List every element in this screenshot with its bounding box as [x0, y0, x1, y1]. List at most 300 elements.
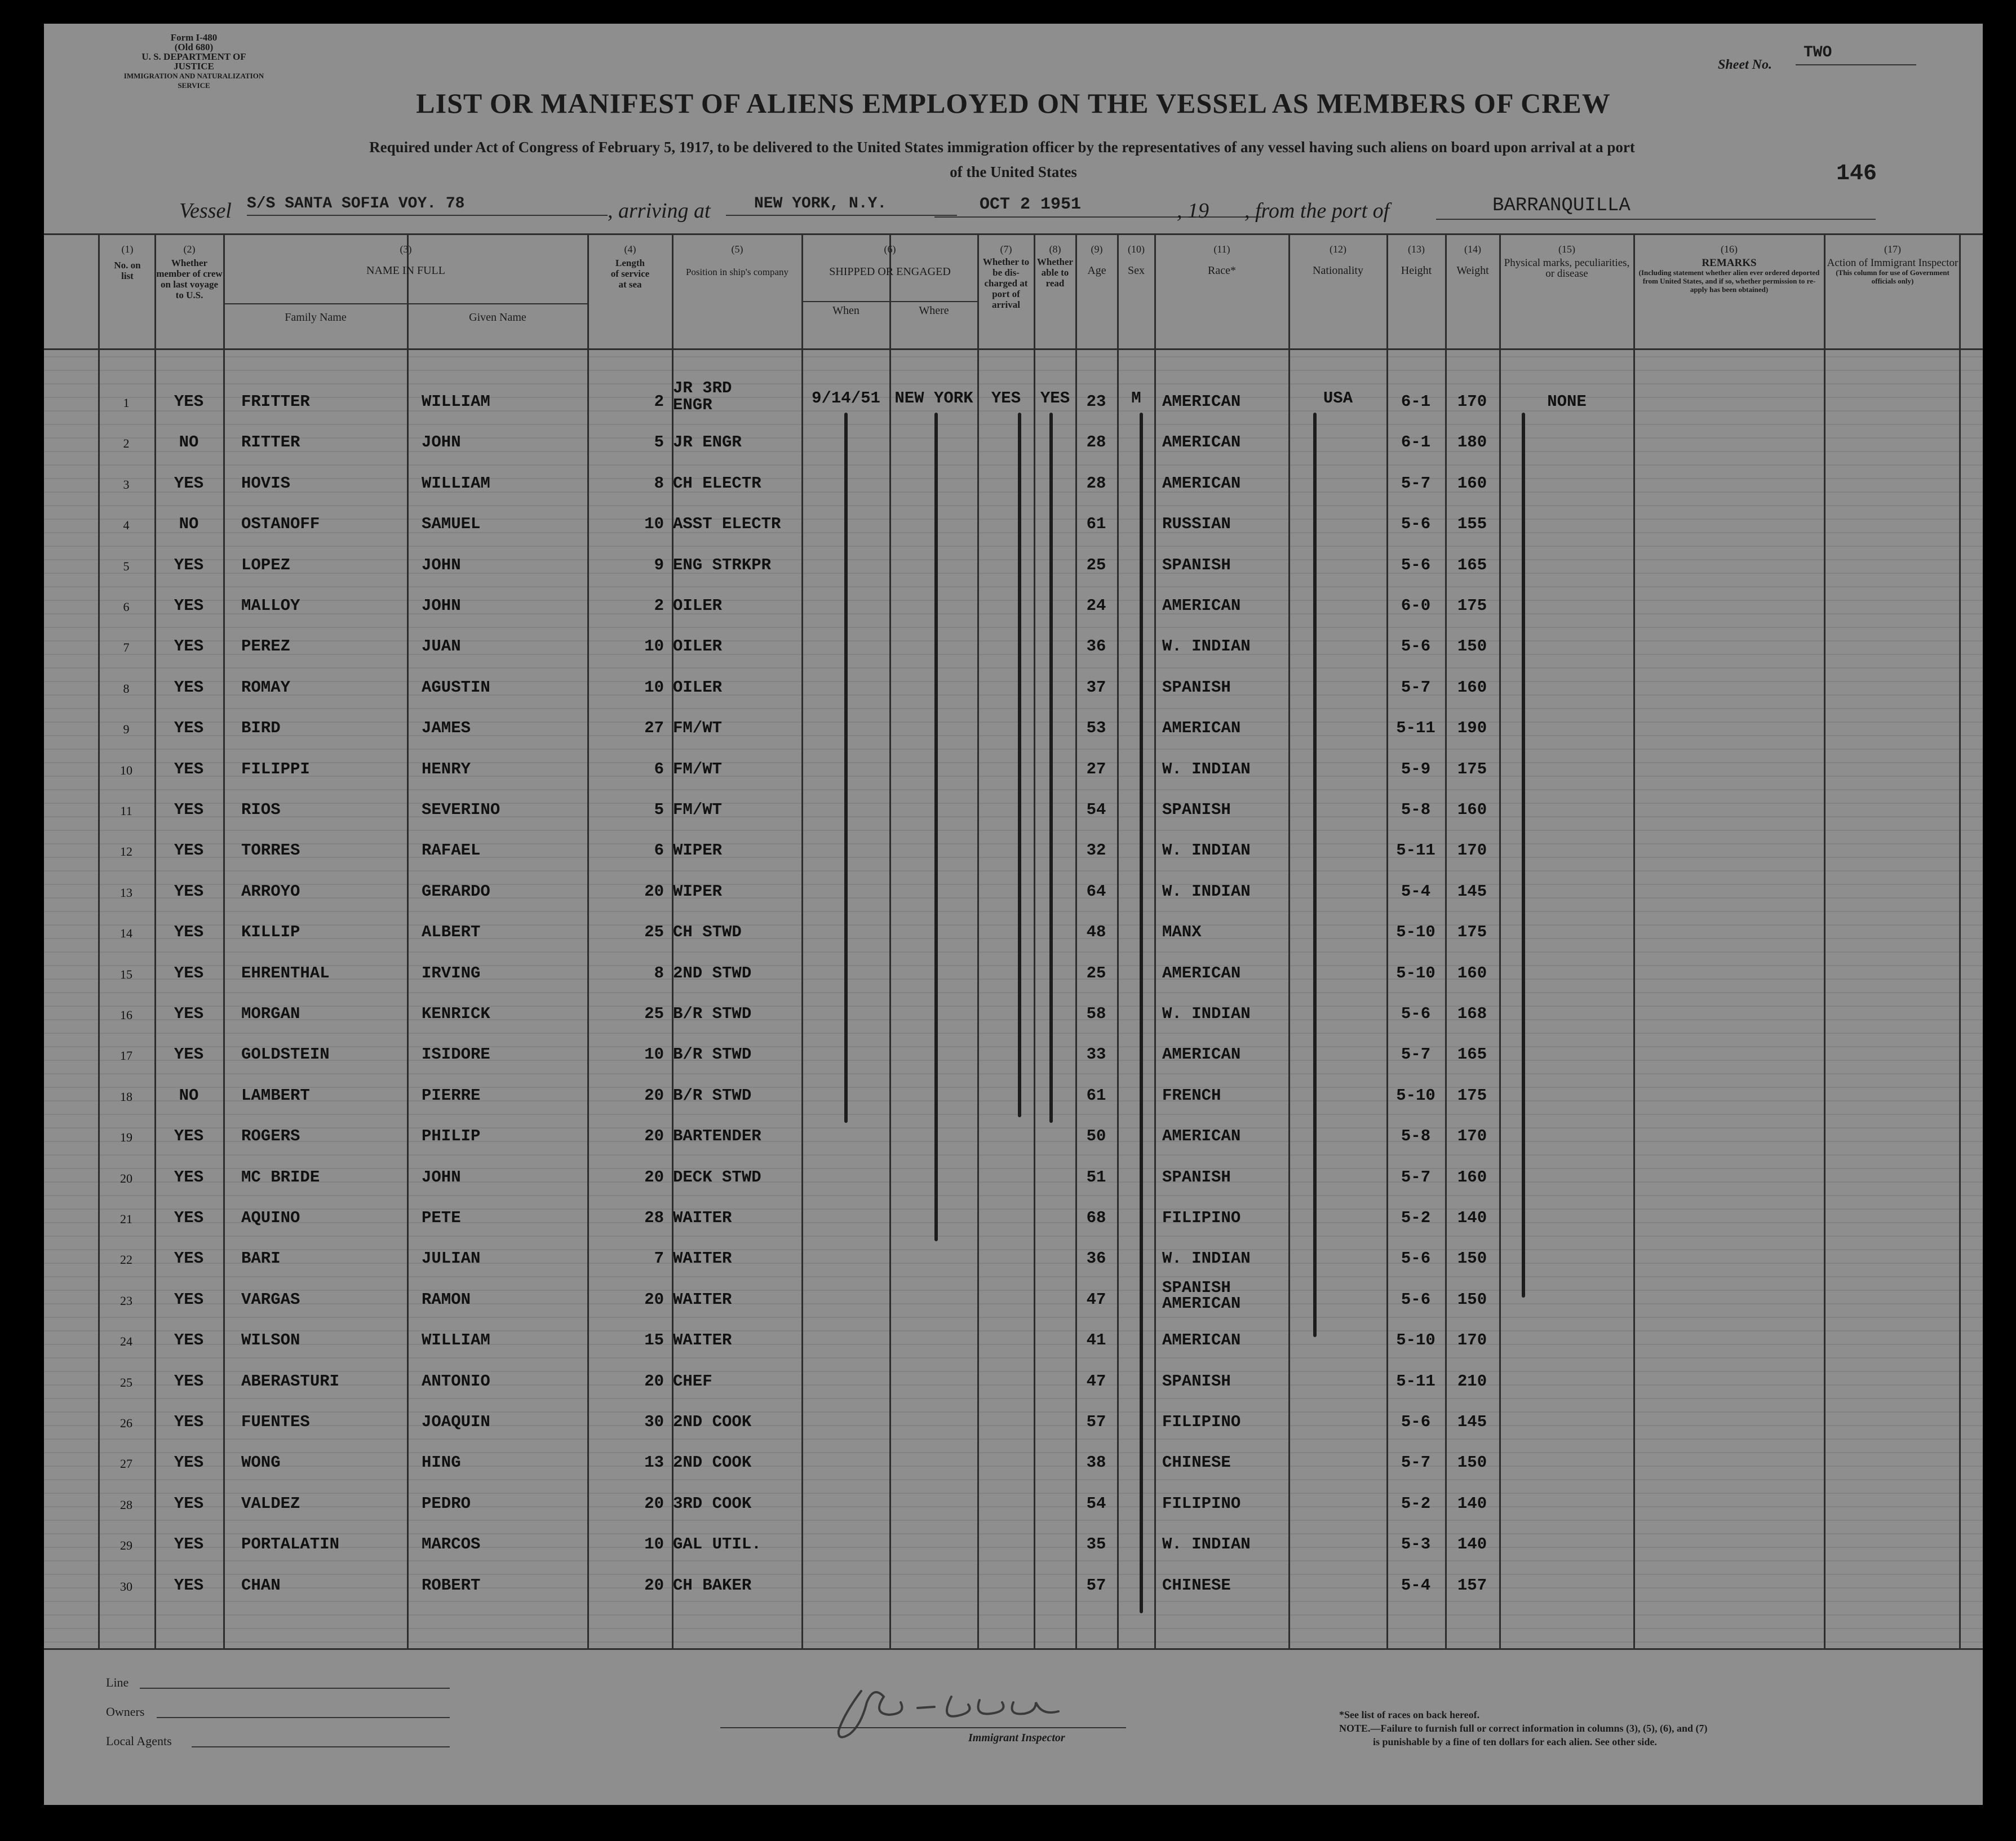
cell-race: AMERICAN	[1162, 473, 1241, 493]
column-rule	[407, 233, 409, 1649]
column-rule	[889, 233, 891, 1649]
cell-height: 5-7	[1401, 678, 1431, 697]
cell-pos: WAITER	[673, 1209, 732, 1227]
cell-family: WONG	[241, 1453, 281, 1472]
col-note: (Including statement whether alien ever ordered deported from United States, and if so, whether permission to re-apply has been obtained)	[1638, 268, 1820, 294]
cell-height: 5-11	[1396, 1371, 1435, 1391]
cell-race: AMERICAN	[1162, 392, 1241, 411]
cell-last: NO	[179, 1086, 199, 1105]
cell-last: YES	[174, 759, 204, 778]
ruled-line	[44, 546, 1983, 547]
column-rule	[977, 233, 979, 1649]
col-number: (4)	[624, 244, 636, 255]
col-number: (14)	[1464, 244, 1481, 255]
signature-rule	[720, 1727, 1126, 1728]
cell-family: GOLDSTEIN	[241, 1045, 330, 1064]
cell-last: YES	[174, 1167, 204, 1187]
cell-age: 36	[1086, 637, 1106, 656]
col-header-where: Where	[919, 304, 949, 317]
cell-given: PETE	[422, 1209, 461, 1227]
cell-pos: ASST ELECTR	[673, 515, 781, 534]
cell-race: W. INDIAN	[1162, 882, 1251, 901]
department-name: U. S. DEPARTMENT OF JUSTICE	[141, 51, 246, 72]
col-header-position	[673, 244, 801, 277]
cell-svc: 10	[644, 515, 664, 534]
table-top-rule	[44, 233, 1983, 235]
cell-svc: 5	[654, 800, 664, 819]
cell-weight: 165	[1457, 1045, 1487, 1064]
inspector-label: Immigrant Inspector	[968, 1732, 1065, 1744]
ruled-line	[44, 708, 1983, 709]
cell-weight: 140	[1457, 1494, 1487, 1513]
cell-weight: 180	[1457, 433, 1487, 452]
cell-race: CHINESE	[1162, 1453, 1231, 1472]
cell-no: 26	[120, 1416, 132, 1430]
cell-svc: 10	[644, 1535, 664, 1554]
ruled-line	[44, 749, 1983, 750]
ditto-stroke	[1140, 413, 1143, 1613]
ruled-line	[44, 1073, 1983, 1074]
cell-weight: 145	[1457, 1413, 1487, 1431]
cell-last: YES	[174, 841, 204, 860]
cell-no: 1	[123, 396, 130, 410]
col-title: Whether member of crew on last voyage to U.S.	[156, 258, 223, 300]
ruled-line	[44, 789, 1983, 790]
cell-given: WILLIAM	[422, 1331, 490, 1350]
cell-given: PIERRE	[422, 1086, 481, 1105]
ruled-line	[44, 1628, 1983, 1629]
cell-given: PHILIP	[422, 1127, 481, 1146]
col-title: Length of service at sea	[610, 258, 650, 290]
cell-race: W. INDIAN	[1162, 1004, 1251, 1023]
cell-pos: B/R STWD	[673, 1045, 752, 1064]
cell-pos: WIPER	[673, 841, 723, 860]
ruled-line	[44, 1533, 1983, 1534]
cell-age: 47	[1086, 1290, 1106, 1309]
cell-family: ARROYO	[241, 882, 300, 901]
cell-race: W. INDIAN	[1162, 637, 1251, 656]
cell-race: AMERICAN	[1162, 596, 1241, 615]
cell-last: YES	[174, 473, 204, 493]
ruled-line	[44, 952, 1983, 953]
col-number: (16)	[1721, 244, 1738, 255]
cell-svc: 28	[644, 1209, 664, 1227]
cell-height: 5-10	[1396, 1086, 1435, 1105]
cell-family: RIOS	[241, 800, 281, 819]
cell-weight: 210	[1457, 1371, 1487, 1391]
cell-family: ROGERS	[241, 1127, 300, 1146]
col-header-read	[1035, 244, 1075, 289]
ditto-stroke	[1522, 413, 1525, 1298]
col-header-when: When	[832, 304, 859, 317]
cell-race: W. INDIAN	[1162, 759, 1251, 778]
cell-height: 5-2	[1401, 1494, 1431, 1513]
cell-weight: 175	[1457, 1086, 1487, 1105]
cell-family: OSTANOFF	[241, 515, 320, 534]
column-rule	[1117, 233, 1119, 1649]
ruled-line	[44, 1317, 1983, 1318]
col-header-remarks	[1634, 244, 1824, 294]
cell-no: 2	[123, 436, 130, 451]
cell-weight: 140	[1457, 1535, 1487, 1554]
cell-given: WILLIAM	[422, 473, 490, 493]
from-label: , from the port of	[1244, 199, 1390, 223]
line-rule	[140, 1688, 450, 1689]
cell-svc: 20	[644, 1371, 664, 1391]
ruled-line	[44, 370, 1983, 371]
cell-race: SPANISH	[1162, 678, 1231, 697]
cell-svc: 2	[654, 596, 664, 615]
cell-height: 5-8	[1401, 1127, 1431, 1146]
col-header-last-voyage	[156, 244, 223, 300]
marks-value: NONE	[1547, 392, 1587, 411]
cell-last: YES	[174, 963, 204, 983]
ruled-line	[44, 1033, 1983, 1034]
cell-weight: 175	[1457, 759, 1487, 778]
cell-svc: 20	[644, 1167, 664, 1187]
cell-weight: 150	[1457, 1249, 1487, 1268]
owners-rule	[157, 1717, 450, 1718]
col-note: (This column for use of Government officials only)	[1836, 268, 1949, 285]
cell-family: MC BRIDE	[241, 1167, 320, 1187]
cell-pos: CHEF	[673, 1371, 712, 1391]
cell-given: JOHN	[422, 555, 461, 574]
cell-last: YES	[174, 1004, 204, 1023]
sex-value: M	[1131, 389, 1141, 408]
column-rule	[1034, 233, 1035, 1649]
cell-last: YES	[174, 637, 204, 656]
cell-age: 32	[1086, 841, 1106, 860]
cell-no: 10	[120, 763, 132, 777]
cell-race: CHINESE	[1162, 1576, 1231, 1595]
column-rule	[1824, 233, 1826, 1649]
cell-race: AMERICAN	[1162, 1127, 1241, 1146]
col-number: (1)	[121, 244, 134, 255]
cell-family: RITTER	[241, 433, 300, 452]
penalty-note-cont: is punishable by a fine of ten dollars for each alien. See other side.	[1373, 1736, 1657, 1747]
cell-pos: CH STWD	[673, 923, 742, 942]
cell-family: VALDEZ	[241, 1494, 300, 1513]
cell-height: 5-7	[1401, 1453, 1431, 1472]
penalty-note: NOTE.—Failure to furnish full or correct information in columns (3), (5), (6), and (7)	[1339, 1723, 1708, 1734]
cell-age: 28	[1086, 433, 1106, 452]
cell-svc: 8	[654, 473, 664, 493]
cell-height: 5-4	[1401, 882, 1431, 901]
cell-weight: 175	[1457, 596, 1487, 615]
cell-no: 28	[120, 1497, 132, 1512]
cell-last: YES	[174, 1494, 204, 1513]
cell-svc: 10	[644, 678, 664, 697]
cell-last: NO	[179, 515, 199, 534]
col-number: (2)	[183, 244, 196, 255]
ruled-line	[44, 586, 1983, 587]
vessel-label: Vessel	[179, 199, 232, 223]
cell-no: 4	[123, 518, 130, 533]
cell-pos: OILER	[673, 637, 723, 656]
cell-weight: 150	[1457, 637, 1487, 656]
cell-age: 53	[1086, 719, 1106, 738]
ruled-line	[44, 870, 1983, 871]
page-number: 146	[1836, 161, 1877, 187]
cell-height: 5-2	[1401, 1209, 1431, 1227]
col-number: (12)	[1330, 244, 1346, 255]
cell-given: MARCOS	[422, 1535, 481, 1554]
cell-height: 5-6	[1401, 637, 1431, 656]
cell-height: 5-7	[1401, 473, 1431, 493]
ditto-stroke	[1049, 413, 1053, 1123]
col-number: (9)	[1091, 244, 1103, 255]
cell-pos: GAL UTIL.	[673, 1535, 761, 1554]
shipped-when: 9/14/51	[812, 389, 880, 408]
cell-family: AQUINO	[241, 1209, 300, 1227]
cell-height: 6-1	[1401, 433, 1431, 452]
cell-pos: 3RD COOK	[673, 1494, 752, 1513]
nationality-value: USA	[1323, 389, 1353, 408]
cell-given: HENRY	[422, 759, 471, 778]
cell-no: 7	[123, 640, 130, 655]
col-header-shipped	[803, 244, 977, 277]
ruled-line	[44, 1520, 1983, 1521]
col-title: Physical marks, peculiarities, or disease	[1504, 257, 1630, 280]
col-title: Height	[1401, 264, 1432, 277]
col-title: SHIPPED OR ENGAGED	[829, 265, 951, 278]
cell-svc: 30	[644, 1413, 664, 1431]
cell-weight: 157	[1457, 1576, 1487, 1595]
cell-no: 5	[123, 559, 130, 573]
cell-no: 19	[120, 1130, 132, 1145]
cell-race: SPANISH	[1162, 555, 1231, 574]
cell-svc: 13	[644, 1453, 664, 1472]
cell-given: RAFAEL	[422, 841, 481, 860]
cell-family: TORRES	[241, 841, 300, 860]
cell-pos: FM/WT	[673, 800, 723, 819]
vessel-value: S/S SANTA SOFIA VOY. 78	[247, 195, 608, 216]
cell-given: JOHN	[422, 433, 461, 452]
cell-svc: 20	[644, 1086, 664, 1105]
discharged-value: YES	[991, 389, 1021, 408]
cell-svc: 25	[644, 1004, 664, 1023]
name-subheader-rule	[223, 303, 587, 304]
col-number: (10)	[1128, 244, 1145, 255]
cell-height: 5-8	[1401, 800, 1431, 819]
cell-svc: 6	[654, 841, 664, 860]
cell-family: FILIPPI	[241, 759, 310, 778]
cell-weight: 160	[1457, 1167, 1487, 1187]
cell-weight: 165	[1457, 555, 1487, 574]
year-label: , 19	[1177, 199, 1209, 223]
cell-last: YES	[174, 1535, 204, 1554]
cell-given: JULIAN	[422, 1249, 481, 1268]
col-number: (8)	[1049, 244, 1061, 255]
line-label: Line	[106, 1675, 129, 1689]
cell-given: WILLIAM	[422, 392, 490, 411]
shipped-subheader-rule	[801, 301, 977, 302]
cell-last: YES	[174, 1331, 204, 1350]
cell-height: 5-9	[1401, 759, 1431, 778]
col-title: Sex	[1128, 264, 1145, 277]
cell-age: 54	[1086, 1494, 1106, 1513]
ruled-line	[44, 1493, 1983, 1494]
cell-age: 36	[1086, 1249, 1106, 1268]
cell-age: 25	[1086, 963, 1106, 983]
cell-pos: B/R STWD	[673, 1086, 752, 1105]
cell-pos: 2ND COOK	[673, 1413, 752, 1431]
col-header-no	[100, 244, 154, 281]
cell-no: 25	[120, 1375, 132, 1389]
cell-family: MALLOY	[241, 596, 300, 615]
cell-age: 54	[1086, 800, 1106, 819]
cell-age: 37	[1086, 678, 1106, 697]
arrival-date: OCT 2 1951	[934, 195, 1261, 218]
cell-weight: 160	[1457, 678, 1487, 697]
cell-last: YES	[174, 392, 204, 411]
cell-weight: 160	[1457, 800, 1487, 819]
cell-family: ABERASTURI	[241, 1371, 340, 1391]
cell-race: W. INDIAN	[1162, 1249, 1251, 1268]
cell-no: 3	[123, 477, 130, 492]
ruled-line	[44, 1574, 1983, 1575]
col-title: Whether able to read	[1036, 256, 1074, 289]
cell-family: HOVIS	[241, 473, 291, 493]
sheet-value: TWO	[1796, 44, 1916, 65]
ruled-line	[44, 505, 1983, 506]
cell-given: JUAN	[422, 637, 461, 656]
cell-no: 17	[120, 1048, 132, 1063]
cell-last: YES	[174, 1127, 204, 1146]
subtitle-cont: of the United States	[950, 163, 1077, 180]
column-rule	[1154, 233, 1156, 1649]
cell-no: 21	[120, 1212, 132, 1226]
cell-race: FILIPINO	[1162, 1209, 1241, 1227]
col-title: REMARKS	[1702, 257, 1757, 269]
cell-no: 13	[120, 885, 132, 900]
col-header-age	[1076, 244, 1117, 276]
cell-weight: 150	[1457, 1290, 1487, 1309]
cell-age: 57	[1086, 1413, 1106, 1431]
cell-family: PORTALATIN	[241, 1535, 340, 1554]
ditto-stroke	[934, 413, 938, 1241]
ruled-line	[44, 356, 1983, 357]
cell-pos: JR ENGR	[673, 433, 742, 452]
ditto-stroke	[1018, 413, 1021, 1117]
ruled-line	[44, 992, 1983, 993]
cell-svc: 20	[644, 1290, 664, 1309]
cell-height: 5-7	[1401, 1167, 1431, 1187]
cell-age: 48	[1086, 923, 1106, 942]
form-id-block	[121, 33, 267, 90]
form-number: Form I-480	[170, 32, 218, 43]
manifest-sheet	[44, 24, 1983, 1805]
cell-race: SPANISH	[1162, 1167, 1231, 1187]
cell-no: 11	[120, 804, 132, 818]
cell-last: YES	[174, 1371, 204, 1391]
service-name: IMMIGRATION AND NATURALIZATION SERVICE	[123, 72, 264, 90]
cell-family: WILSON	[241, 1331, 300, 1350]
cell-race: FILIPINO	[1162, 1413, 1241, 1431]
cell-given: AGUSTIN	[422, 678, 490, 697]
cell-last: YES	[174, 1290, 204, 1309]
cell-last: YES	[174, 882, 204, 901]
cell-family: BARI	[241, 1249, 281, 1268]
cell-pos: CH ELECTR	[673, 473, 761, 493]
col-header-marks	[1500, 244, 1633, 279]
col-header-sex	[1118, 244, 1154, 276]
col-header-weight	[1446, 244, 1499, 276]
column-rule	[1288, 233, 1290, 1649]
cell-family: BIRD	[241, 719, 281, 738]
shipped-where: NEW YORK	[894, 389, 973, 408]
ditto-stroke	[844, 413, 848, 1123]
cell-race: AMERICAN	[1162, 1045, 1241, 1064]
col-header-family-name: Family Name	[285, 311, 347, 324]
cell-svc: 9	[654, 555, 664, 574]
cell-pos: BARTENDER	[673, 1127, 761, 1146]
cell-no: 16	[120, 1008, 132, 1022]
cell-weight: 175	[1457, 923, 1487, 942]
col-number: (13)	[1408, 244, 1425, 255]
col-number: (11)	[1213, 244, 1230, 255]
col-header-race	[1155, 244, 1288, 276]
cell-weight: 150	[1457, 1453, 1487, 1472]
cell-age: 47	[1086, 1371, 1106, 1391]
cell-last: YES	[174, 1209, 204, 1227]
page-title: LIST OR MANIFEST OF ALIENS EMPLOYED ON THE VESSEL AS MEMBERS OF CREW	[416, 87, 1611, 119]
cell-last: YES	[174, 678, 204, 697]
ruled-line	[44, 911, 1983, 912]
cell-svc: 5	[654, 433, 664, 452]
cell-age: 38	[1086, 1453, 1106, 1472]
cell-no: 30	[120, 1579, 132, 1594]
subtitle: Required under Act of Congress of February 5, 1917, to be delivered to the United States immigration officer by the representatives of any vessel having such aliens on board upon arrival at a port	[369, 139, 1635, 156]
cell-race: FILIPINO	[1162, 1494, 1241, 1513]
cell-given: ALBERT	[422, 923, 481, 942]
cell-pos: CH BAKER	[673, 1576, 752, 1595]
cell-race: SPANISH AMERICAN	[1162, 1278, 1241, 1313]
cell-weight: 170	[1457, 841, 1487, 860]
cell-height: 6-0	[1401, 596, 1431, 615]
col-title: Weight	[1456, 264, 1489, 277]
arriving-label: , arriving at	[608, 199, 711, 223]
cell-family: KILLIP	[241, 923, 300, 942]
cell-age: 61	[1086, 1086, 1106, 1105]
ruled-line	[44, 1195, 1983, 1196]
cell-no: 6	[123, 600, 130, 614]
cell-given: ROBERT	[422, 1576, 481, 1595]
cell-pos: B/R STWD	[673, 1004, 752, 1023]
cell-age: 64	[1086, 882, 1106, 901]
column-rule	[1499, 233, 1501, 1649]
cell-no: 15	[120, 967, 132, 981]
cell-pos: OILER	[673, 678, 723, 697]
cell-race: FRENCH	[1162, 1086, 1221, 1105]
ruled-line	[44, 1398, 1983, 1399]
ruled-line	[44, 627, 1983, 628]
cell-pos: 2ND STWD	[673, 963, 752, 983]
ruled-line	[44, 1560, 1983, 1561]
cell-last: YES	[174, 1413, 204, 1431]
cell-family: FUENTES	[241, 1413, 310, 1431]
cell-weight: 190	[1457, 719, 1487, 738]
races-note: *See list of races on back hereof.	[1339, 1709, 1480, 1720]
cell-weight: 170	[1457, 1127, 1487, 1146]
cell-race: AMERICAN	[1162, 433, 1241, 452]
cell-svc: 2	[654, 392, 664, 411]
ruled-line	[44, 1357, 1983, 1358]
cell-age: 33	[1086, 1045, 1106, 1064]
cell-height: 5-6	[1401, 1290, 1431, 1309]
cell-given: JOAQUIN	[422, 1413, 490, 1431]
cell-age: 41	[1086, 1331, 1106, 1350]
